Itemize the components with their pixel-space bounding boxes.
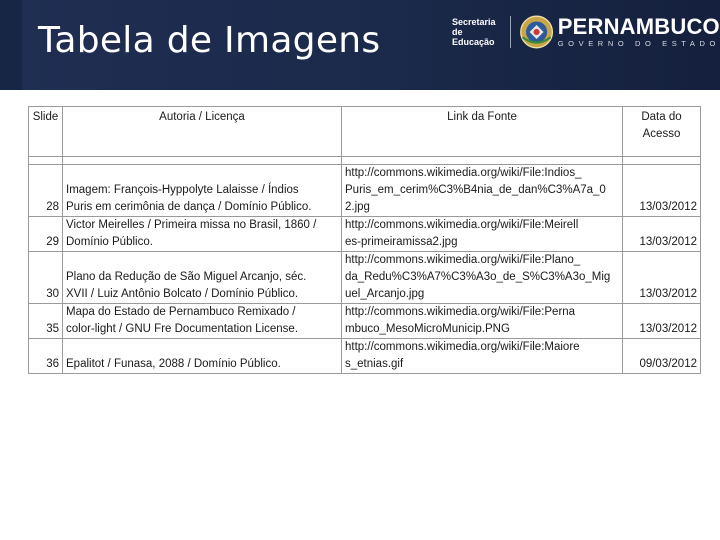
- author-cell: Victor Meirelles / Primeira missa no Brasil, 1860 / Domínio Público.: [63, 217, 342, 252]
- slide-number: 30: [29, 252, 63, 304]
- table-row: [29, 304, 701, 339]
- source-link[interactable]: http://commons.wikimedia.org/wiki/File:Meirell es-primeiramissa2.jpg: [342, 217, 623, 252]
- state-name: PERNAMBUCO: [557, 14, 720, 39]
- source-link[interactable]: http://commons.wikimedia.org/wiki/File:Indios_ Puris_em_cerim%C3%B4nia_de_dan%C3%A7a_0 2.jpg: [342, 165, 623, 217]
- access-date: 09/03/2012: [623, 339, 701, 374]
- slide-header: [0, 0, 720, 90]
- header-date: Data do Acesso: [623, 107, 701, 157]
- secretaria-label: Secretaria de Educação: [452, 17, 496, 47]
- author-cell: Mapa do Estado de Pernambuco Remixado / color-light / GNU Fre Documentation License.: [63, 304, 342, 339]
- table-spacer-row: [29, 157, 701, 165]
- government-logo: [452, 10, 720, 54]
- state-seal-icon: [519, 12, 554, 52]
- state-subtitle: GOVERNO DO ESTADO: [557, 39, 720, 48]
- page-title: Tabela de Imagens: [38, 20, 381, 61]
- header-link: Link da Fonte: [342, 107, 623, 157]
- access-date: 13/03/2012: [623, 252, 701, 304]
- access-date: 13/03/2012: [623, 304, 701, 339]
- source-link[interactable]: http://commons.wikimedia.org/wiki/File:Perna mbuco_MesoMicroMunicip.PNG: [342, 304, 623, 339]
- table-row: [29, 217, 701, 252]
- table-row: [29, 252, 701, 304]
- source-link[interactable]: http://commons.wikimedia.org/wiki/File:Maiore s_etnias.gif: [342, 339, 623, 374]
- table-header-row: [29, 107, 701, 157]
- slide-number: 36: [29, 339, 63, 374]
- slide-number: 35: [29, 304, 63, 339]
- slide-number: 28: [29, 165, 63, 217]
- header-slide: Slide: [29, 107, 63, 157]
- table-row: [29, 165, 701, 217]
- access-date: 13/03/2012: [623, 165, 701, 217]
- author-cell: Imagem: François-Hyppolyte Lalaisse / Índios Puris em cerimônia de dança / Domínio Público.: [63, 165, 342, 217]
- logo-divider: [510, 16, 511, 48]
- header-author: Autoria / Licença: [63, 107, 342, 157]
- source-link[interactable]: http://commons.wikimedia.org/wiki/File:Plano_ da_Redu%C3%A7%C3%A3o_de_S%C3%A3o_Mig uel_Arcanjo.jpg: [342, 252, 623, 304]
- author-cell: Plano da Redução de São Miguel Arcanjo, séc. XVII / Luiz Antônio Bolcato / Domínio Público.: [63, 252, 342, 304]
- author-cell: Epalitot / Funasa, 2088 / Domínio Público.: [63, 339, 342, 374]
- table-row: [29, 339, 701, 374]
- image-credits-table: [28, 106, 701, 374]
- slide-number: 29: [29, 217, 63, 252]
- access-date: 13/03/2012: [623, 217, 701, 252]
